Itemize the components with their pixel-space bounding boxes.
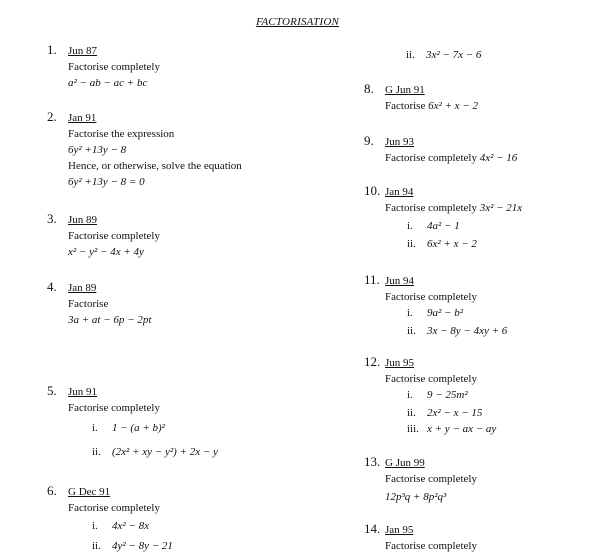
question-number: 6. [47, 483, 57, 498]
question-number: 2. [47, 109, 57, 124]
question-number: 10. [364, 183, 381, 198]
instruction: Factorise completely [385, 291, 477, 303]
question-source: Jan 94 [385, 186, 414, 198]
instruction: Hence, or otherwise, solve the equation [68, 160, 242, 172]
question-source: Jun 89 [68, 214, 98, 226]
sub-part: ii. 3x − 8y − 4xy + 6 [407, 325, 508, 337]
instruction: Factorise the expression [68, 128, 175, 140]
instruction: Factorise [68, 298, 109, 310]
sub-part: ii. 4y² − 8y − 21 [92, 540, 173, 552]
question-source: Jun 95 [385, 357, 415, 369]
instruction: Factorise completely [385, 540, 477, 552]
sub-part: i. 9a² − b² [407, 307, 464, 319]
instruction: Factorise completely [68, 61, 160, 73]
question-number: 12. [364, 354, 381, 369]
question-source: G Dec 91 [68, 486, 111, 498]
question-number: 1. [47, 42, 57, 57]
question-source: Jun 91 [68, 386, 98, 398]
question-number: 14. [364, 521, 381, 536]
question-number: 8. [364, 81, 374, 96]
question-source: Jun 94 [385, 275, 415, 287]
expression: 6y² +13y − 8 = 0 [68, 176, 145, 188]
question-number: 13. [364, 454, 381, 469]
question-source: Jun 93 [385, 136, 415, 148]
instruction: Factorise completely [68, 230, 160, 242]
expression: 3x² − 21x [479, 202, 523, 214]
sub-part: ii. 6x² + x − 2 [407, 238, 477, 250]
expression: 6y² +13y − 8 [68, 144, 127, 156]
instruction: Factorise completely [385, 152, 477, 164]
sub-part: i. 4x² − 8x [92, 520, 149, 532]
expression: 6x² + x − 2 [428, 100, 478, 112]
question-number: 3. [47, 211, 57, 226]
question-number: 11. [364, 272, 380, 287]
question-source: Jan 91 [68, 112, 97, 124]
sub-part: i. 9 − 25m² [407, 389, 468, 401]
instruction: Factorise completely [385, 373, 477, 385]
instruction: Factorise completely [68, 402, 160, 414]
expression: a² − ab − ac + bc [68, 77, 148, 89]
question-number: 9. [364, 133, 374, 148]
expression: 12p³q + 8p²q³ [385, 491, 447, 503]
instruction: Factorise completely [385, 202, 477, 214]
sub-part: ii. (2x² + xy − y²) + 2x − y [92, 446, 218, 458]
sub-part: iii. x + y − ax − ay [407, 423, 497, 435]
expression: 3a + at − 6p − 2pt [68, 314, 152, 326]
question-source: Jan 95 [385, 524, 414, 536]
instruction: Factorise completely [68, 502, 160, 514]
page-title: FACTORISATION [255, 16, 340, 28]
sub-part: ii. 2x² − x − 15 [407, 407, 483, 419]
sub-part: i. 4a² − 1 [407, 220, 460, 232]
expression: 4x² − 16 [479, 152, 518, 164]
question-source: Jan 89 [68, 282, 97, 294]
question-source: Jun 87 [68, 45, 98, 57]
question-source: G Jun 99 [385, 457, 425, 469]
instruction: Factorise completely [385, 473, 477, 485]
sub-part: ii. 3x² − 7x − 6 [406, 49, 482, 61]
sub-part: i. 1 − (a + b)² [92, 422, 165, 434]
question-source: G Jun 91 [385, 84, 425, 96]
expression: x² − y² − 4x + 4y [68, 246, 144, 258]
question-number: 4. [47, 279, 57, 294]
instruction: Factorise [385, 100, 426, 112]
question-number: 5. [47, 383, 57, 398]
